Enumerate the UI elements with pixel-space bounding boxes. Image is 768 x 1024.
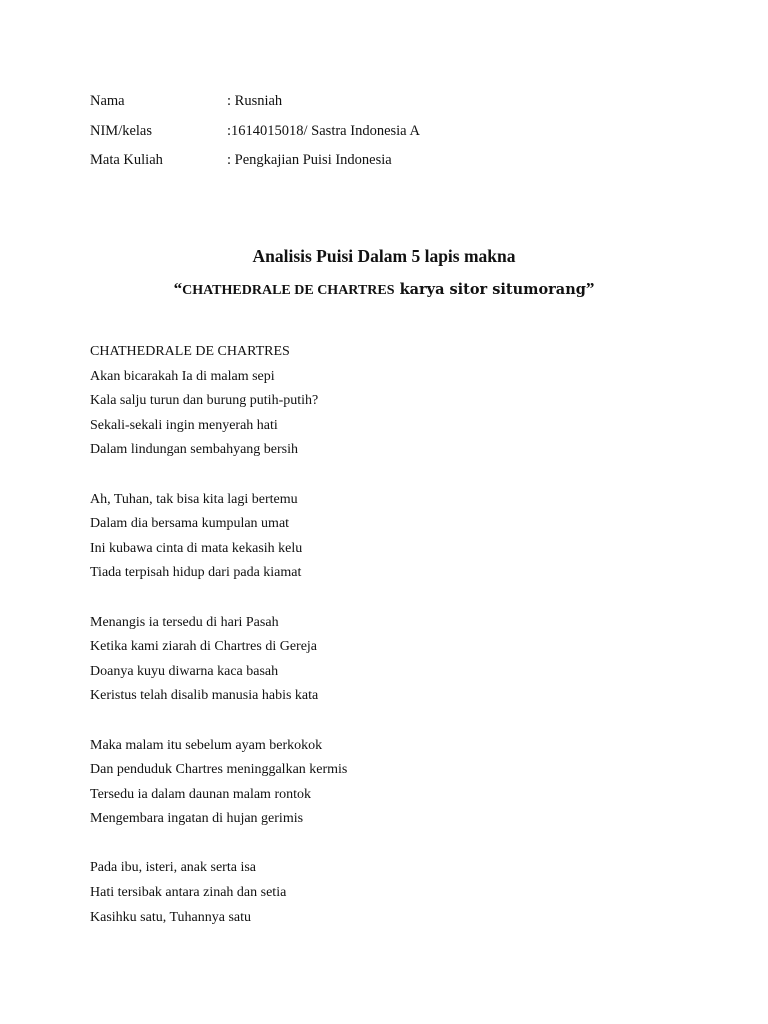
- document-title: Analisis Puisi Dalam 5 lapis makna: [252, 246, 516, 266]
- poem-line: Dan penduduk Chartres meninggalkan kermis: [90, 762, 348, 778]
- stanza-5: [90, 858, 347, 932]
- poem-line: Kasihku satu, Tuhannya satu: [90, 909, 251, 925]
- poem-line: Ini kubawa cinta di mata kekasih kelu: [90, 540, 303, 556]
- poem-title: CHATHEDRALE DE CHARTRES: [90, 344, 290, 359]
- poem-line: Dalam dia bersama kumpulan umat: [90, 516, 290, 532]
- poem-line: Menangis ia tersedu di hari Pasah: [90, 614, 279, 630]
- nim-value: :1614015018/ Sastra Indonesia A: [227, 122, 420, 139]
- subtitle-author: karya sitor situmorang: [394, 281, 586, 298]
- poem: [90, 342, 347, 957]
- course-label: Mata Kuliah: [90, 152, 163, 168]
- poem-line: Hati tersibak antara zinah dan setia: [90, 885, 287, 901]
- stanza-4: [90, 736, 347, 834]
- poem-line: Sekali-sekali ingin menyerah hati: [90, 417, 278, 433]
- poem-line: Kala salju turun dan burung putih-putih?: [90, 393, 319, 409]
- stanza-2: [90, 490, 347, 588]
- nim-row: [90, 121, 420, 151]
- course-row: [90, 150, 420, 180]
- subtitle-open-quote: “: [173, 279, 183, 298]
- poem-line: Maka malam itu sebelum ayam berkokok: [90, 737, 323, 753]
- subtitle-close-quote: ”: [585, 279, 595, 298]
- poem-line: Akan bicarakah Ia di malam sepi: [90, 368, 275, 384]
- poem-line: Dalam lindungan sembahyang bersih: [90, 442, 299, 458]
- stanza-1: [90, 367, 347, 465]
- poem-line: Tersedu ia dalam daunan malam rontok: [90, 786, 311, 802]
- poem-line: Tiada terpisah hidup dari pada kiamat: [90, 565, 302, 581]
- subtitle-poem-name: CHATHEDRALE DE CHARTRES: [182, 283, 395, 298]
- name-value: : Rusniah: [227, 93, 283, 109]
- name-row: [90, 91, 420, 121]
- stanza-3: [90, 613, 347, 711]
- poem-line: Pada ibu, isteri, anak serta isa: [90, 860, 257, 876]
- course-value: : Pengkajian Puisi Indonesia: [227, 152, 392, 168]
- poem-line: Mengembara ingatan di hujan gerimis: [90, 811, 304, 827]
- poem-line: Keristus telah disalib manusia habis kata: [90, 688, 319, 704]
- poem-line: Doanya kuyu diwarna kaca basah: [90, 663, 279, 679]
- student-info: [90, 91, 420, 180]
- document-subtitle: [0, 278, 768, 302]
- nim-label: NIM/kelas: [90, 122, 153, 139]
- name-label: Nama: [90, 93, 125, 109]
- poem-line: Ah, Tuhan, tak bisa kita lagi bertemu: [90, 491, 298, 507]
- poem-line: Ketika kami ziarah di Chartres di Gereja: [90, 639, 318, 655]
